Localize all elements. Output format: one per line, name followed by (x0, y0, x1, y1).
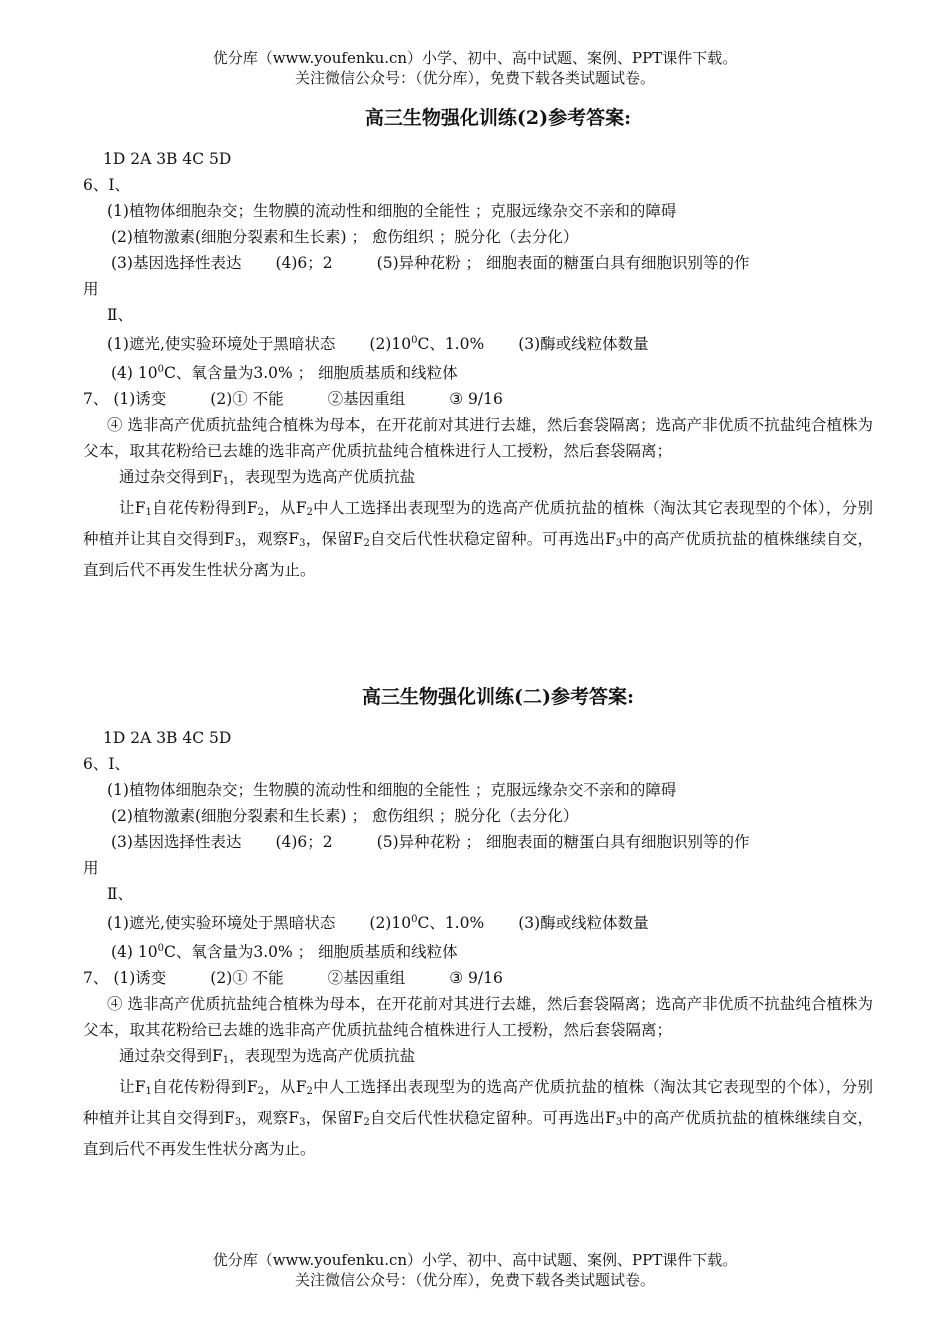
q7-p3-e: ，观察F (241, 1109, 300, 1127)
q6-part3 (83, 250, 873, 276)
footer-line-2: 关注微信公众号：（优分库），免费下载各类试题试卷。 (294, 1271, 655, 1289)
q7-paragraph-3 (83, 1074, 873, 1162)
q7-p2-pre: 通过杂交得到F (119, 1047, 223, 1065)
q7-p3-sub-b: 2 (257, 507, 264, 518)
answer-section-2 (83, 683, 873, 1162)
q6-label: 6、Ⅰ、 (83, 755, 130, 773)
q7-p3-sub-b: 2 (257, 1086, 264, 1097)
q7-paragraph-1: ④ 选非高产优质抗盐纯合植株为母本，在开花前对其进行去雄，然后套袋隔离；选高产非优质不抗盐纯合植株为父本，取其花粉给已去雄的选非高产优质抗盐纯合植株进行人工授粉，然后套袋隔离； (83, 416, 873, 460)
q6-part3-wrap: 用 (83, 859, 99, 877)
q6-part1: (1)植物体细胞杂交；生物膜的流动性和细胞的全能性 ；克服远缘杂交不亲和的障碍 (107, 781, 677, 799)
q6-part3-a: (3)基因选择性表达 (111, 833, 242, 851)
q7-p3-sub-f: 2 (363, 538, 370, 549)
q7-p3-e: ，观察F (241, 530, 300, 548)
q6-II-label: Ⅱ、 (107, 885, 134, 903)
q7-label: 7、 (83, 390, 109, 408)
header-line-1: 优分库（www.youfenku.cn）小学、初中、高中试题、案例、PPT课件下载。 (212, 49, 738, 67)
q7-p2-post: ，表现型为选高产优质抗盐 (229, 468, 416, 486)
q6-part3-c: (5)异种花粉 ； 细胞表面的糖蛋白具有细胞识别等的作 (376, 833, 750, 851)
q6-part2: (2)植物激素(细胞分裂素和生长素) ； 愈伤组织 ；脱分化（去分化） (111, 228, 579, 246)
q7-p2-sub: 1 (222, 1055, 230, 1066)
footer-line-1: 优分库（www.youfenku.cn）小学、初中、高中试题、案例、PPT课件下载。 (212, 1251, 738, 1269)
q7-line (83, 386, 873, 412)
q7-p3-f: ，保留F (305, 1109, 364, 1127)
q6-II-1b (369, 914, 484, 932)
q7-p3-d: 中人工选择出表现型为的选高产优质抗盐的植株（淘汰其它表现型的个体），分别种植并让其自交得到F (83, 1078, 873, 1127)
q6-part3-c: (5)异种花粉 ； 细胞表面的糖蛋白具有细胞识别等的作 (376, 254, 750, 272)
q6-II-1b (369, 335, 484, 353)
q7-p3-b: 自花传粉得到F (151, 1078, 258, 1096)
q7-p3-sub-c: 2 (306, 1086, 313, 1097)
q7-p3-sub-c: 2 (306, 507, 313, 518)
q6-II-2-pre: (4) 10 (111, 943, 158, 961)
q7-p3-sub-e: 3 (299, 1117, 306, 1128)
q7-paragraph-2 (83, 1043, 873, 1074)
q7-line (83, 965, 873, 991)
q6-II-1a: (1)遮光,使实验环境处于黑暗状态 (107, 914, 336, 932)
q6-II-1c: (3)酶或线粒体数量 (518, 914, 649, 932)
q6-part2: (2)植物激素(细胞分裂素和生长素) ； 愈伤组织 ；脱分化（去分化） (111, 807, 579, 825)
q7-p3-sub-d: 3 (234, 1117, 242, 1128)
q6-II-2-post: C、氧含量为3.0% ； 细胞质基质和线粒体 (163, 364, 458, 382)
choice-answers: 1D 2A 3B 4C 5D (103, 729, 232, 747)
q7-p3-a: 让F (119, 1078, 146, 1096)
q7-b: (2)① 不能 (210, 390, 284, 408)
q6-II-1b-pre: (2)10 (369, 914, 412, 932)
q6-II-1c: (3)酶或线粒体数量 (518, 335, 649, 353)
q7-paragraph-2 (83, 464, 873, 495)
q7-p3-f: ，保留F (305, 530, 364, 548)
q6-II-part1 (83, 328, 873, 357)
q6-II-1b-post: C、1.0% (417, 335, 485, 353)
q7-p3-g: 自交后代性状稳定留种。可再选出F (369, 530, 616, 548)
q7-c: ②基因重组 (327, 969, 406, 987)
q7-p2-post: ，表现型为选高产优质抗盐 (229, 1047, 416, 1065)
q7-p3-sub-a: 1 (145, 1086, 152, 1097)
q7-paragraph-1: ④ 选非高产优质抗盐纯合植株为母本，在开花前对其进行去雄，然后套袋隔离；选高产非优质不抗盐纯合植株为父本，取其花粉给已去雄的选非高产优质抗盐纯合植株进行人工授粉，然后套袋隔离； (83, 995, 873, 1039)
q6-II-part1 (83, 907, 873, 936)
q6-II-1a: (1)遮光,使实验环境处于黑暗状态 (107, 335, 336, 353)
q7-label: 7、 (83, 969, 109, 987)
page-header (0, 48, 950, 88)
q6-II-part2 (83, 357, 873, 386)
q6-II-1b-pre: (2)10 (369, 335, 412, 353)
section-title: 高三生物强化训练(二)参考答案: (362, 686, 634, 708)
header-line-2: 关注微信公众号：（优分库），免费下载各类试题试卷。 (294, 69, 655, 87)
q7-p2-pre: 通过杂交得到F (119, 468, 223, 486)
q6-II-2-pre: (4) 10 (111, 364, 158, 382)
section-title: 高三生物强化训练(2)参考答案: (364, 107, 632, 129)
answer-section-1 (83, 104, 873, 583)
q6-part3-b: (4)6；2 (275, 254, 333, 272)
q7-p3-c: ，从F (263, 499, 307, 517)
q7-p3-g: 自交后代性状稳定留种。可再选出F (369, 1109, 616, 1127)
q7-p3-b: 自花传粉得到F (151, 499, 258, 517)
q7-a: (1)诱变 (113, 969, 167, 987)
q7-c: ②基因重组 (327, 390, 406, 408)
q7-p3-d: 中人工选择出表现型为的选高产优质抗盐的植株（淘汰其它表现型的个体），分别种植并让其自交得到F (83, 499, 873, 548)
q6-II-1b-sup: 0 (411, 335, 418, 346)
q7-p3-sub-f: 2 (363, 1117, 370, 1128)
q6-II-2-sup: 0 (157, 943, 164, 954)
q6-part3-a: (3)基因选择性表达 (111, 254, 242, 272)
q7-p3-a: 让F (119, 499, 146, 517)
q7-b: (2)① 不能 (210, 969, 284, 987)
q6-label: 6、Ⅰ、 (83, 176, 130, 194)
q7-d: ③ 9/16 (449, 969, 503, 987)
q6-II-1b-post: C、1.0% (417, 914, 485, 932)
q6-II-label: Ⅱ、 (107, 306, 134, 324)
q7-d: ③ 9/16 (449, 390, 503, 408)
q6-part1: (1)植物体细胞杂交；生物膜的流动性和细胞的全能性 ；克服远缘杂交不亲和的障碍 (107, 202, 677, 220)
q7-p3-sub-e: 3 (299, 538, 306, 549)
q7-p3-sub-d: 3 (234, 538, 242, 549)
q7-paragraph-3 (83, 495, 873, 583)
q7-p3-sub-g: 3 (615, 1117, 623, 1128)
q7-p3-c: ，从F (263, 1078, 307, 1096)
page-footer (0, 1250, 950, 1290)
choice-answers: 1D 2A 3B 4C 5D (103, 150, 232, 168)
q6-part3 (83, 829, 873, 855)
q6-part3-b: (4)6；2 (275, 833, 333, 851)
q7-p3-h: 中的高产优质抗盐的植株继续自交，直到后代不再发生性状分离为止。 (83, 530, 873, 579)
q7-p3-sub-g: 3 (615, 538, 623, 549)
q6-II-1b-sup: 0 (411, 914, 418, 925)
q7-a: (1)诱变 (113, 390, 167, 408)
q7-p3-sub-a: 1 (145, 507, 152, 518)
q7-p2-sub: 1 (222, 476, 230, 487)
q6-II-part2 (83, 936, 873, 965)
q6-II-2-post: C、氧含量为3.0% ； 细胞质基质和线粒体 (163, 943, 458, 961)
q6-II-2-sup: 0 (157, 364, 164, 375)
q7-p3-h: 中的高产优质抗盐的植株继续自交，直到后代不再发生性状分离为止。 (83, 1109, 873, 1158)
q6-part3-wrap: 用 (83, 280, 99, 298)
